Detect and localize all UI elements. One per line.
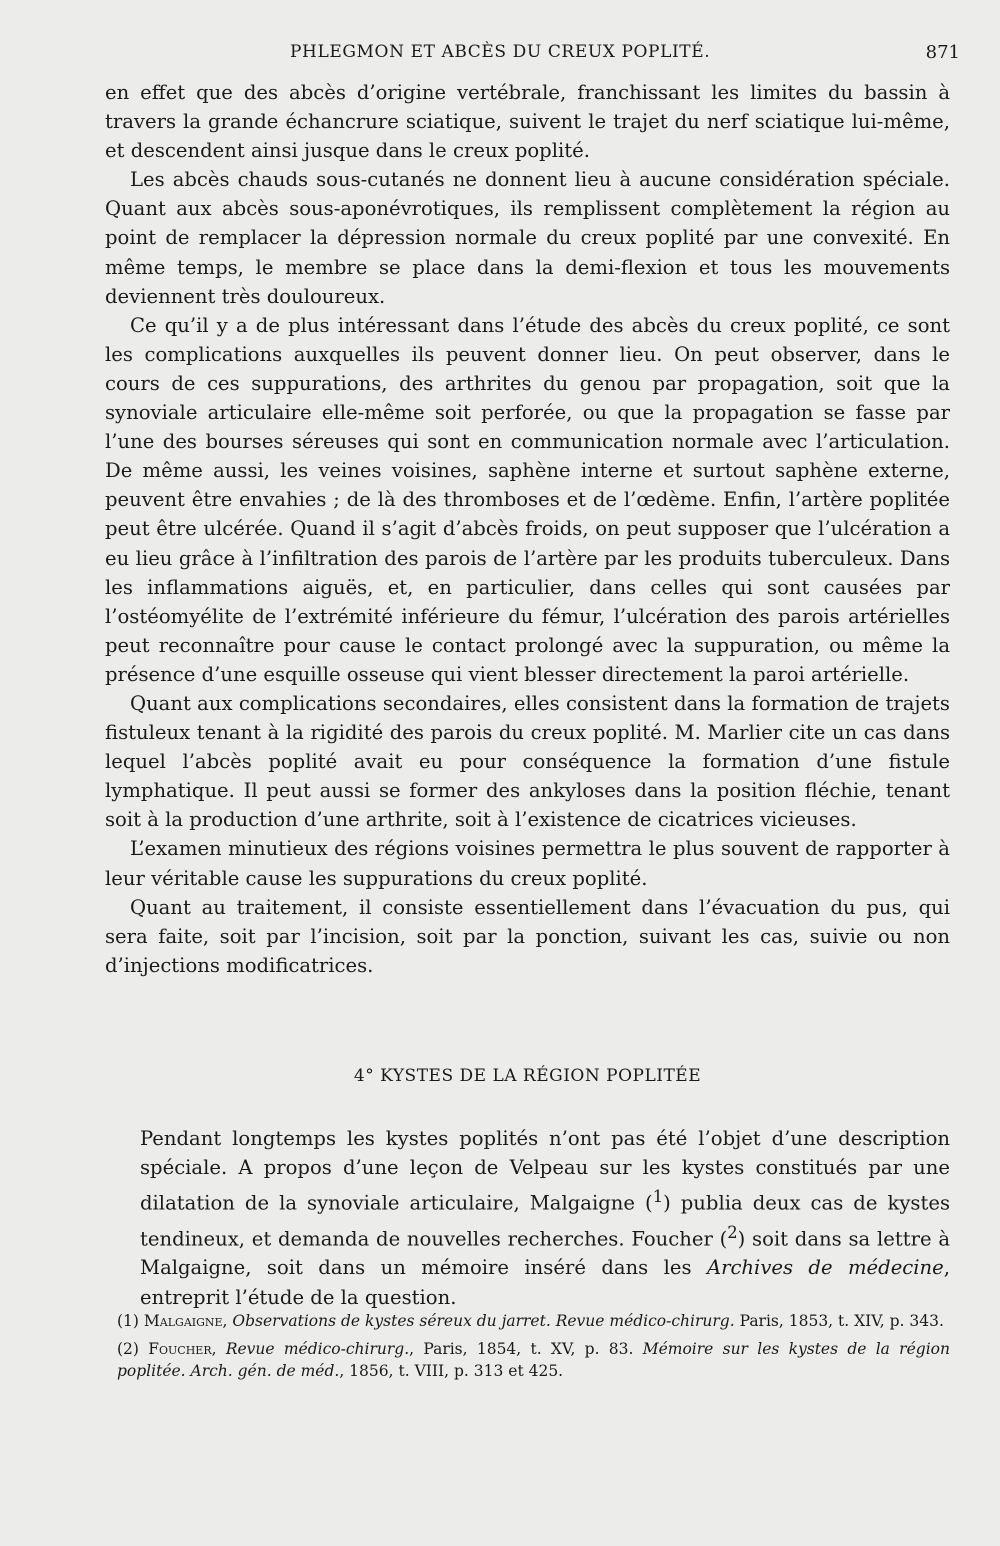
paragraph-cysts-history xyxy=(140,1124,950,1312)
footnote-1-author: Malgaigne, xyxy=(143,1312,228,1330)
footnote-2-rest2: , 1856, t. VIII, p. 313 et 425. xyxy=(339,1362,564,1380)
footnote-2-title: Revue médico-chirurg. xyxy=(225,1340,410,1358)
cysts-text-d: , entreprit l’étude de la question. xyxy=(140,1256,950,1309)
running-head xyxy=(100,42,960,72)
footnote-1-marker: (1) xyxy=(117,1312,139,1330)
footnote-2 xyxy=(117,1338,950,1382)
cysts-text-b: ) publia deux cas de kystes tendineux, et demanda de nouvelles recherches. Foucher ( xyxy=(140,1191,950,1251)
footnote-1 xyxy=(117,1310,950,1332)
cysts-text-c: ) soit dans sa lettre à Malgaigne, soit dans un mémoire inséré dans les xyxy=(140,1227,951,1280)
footnotes xyxy=(117,1310,950,1388)
paragraph-subcutaneous-abscesses: Les abcès chauds sous-cutanés ne donnent lieu à aucune considération spéciale. Quant aux abcès sous-aponévrotiques, ils remplissent complètement la région au point de remplacer la dépression normale du creux poplité par une convexité. En même temps, le membre se place dans la demi-flexion et tous les mouvements deviennent très douloureux. xyxy=(105,168,950,308)
body-text xyxy=(105,78,950,980)
footnote-ref-2: 2 xyxy=(727,1222,738,1242)
footnote-2-title2: Mémoire sur les kystes de la région poplitée. Arch. gén. de méd. xyxy=(117,1340,950,1380)
footnote-ref-1: 1 xyxy=(652,1187,664,1207)
paragraph-continuation: en effet que des abcès d’origine vertébrale, franchissant les limites du bassin à travers la grande échancrure sciatique, suivent le trajet du nerf sciatique lui-même, et descendent ainsi jusque dans le creux poplité. xyxy=(105,81,950,163)
paragraph-secondary-complications: Quant aux complications secondaires, elles consistent dans la formation de trajets fistuleux tenant à la rigidité des parois du creux poplité. M. Marlier cite un cas dans lequel l’abcès poplité avait eu pour conséquence la formation d’une fistule lymphatique. Il peut aussi se former des ankyloses dans la position fléchie, tenant soit à la production d’une arthrite, soit à l’existence de cicatrices vicieuses. xyxy=(105,691,950,832)
paragraph-complications: Ce qu’il y a de plus intéressant dans l’étude des abcès du creux poplité, ce sont les complications auxquelles ils peuvent donner lieu. On peut observer, dans le cours de ces suppurations, des arthrites du genou par propagation, soit que la synoviale articulaire elle-même soit perforée, ou que la propagation se fasse par l’une des bourses séreuses qui sont en communication normale avec l’articulation. De même aussi, les veines voisines, saphène interne et surtout saphène externe, peuvent être envahies ; de là des thromboses et de l’œdème. Enfin, l’artère poplitée peut être ulcérée. Quand il s’agit d’abcès froids, on peut supposer que l’ulcération a eu lieu grâce à l’infiltration des parois de l’artère par les produits tuberculeux. Dans les inflammations aiguës, et, en particulier, dans celles qui sont causées par l’ostéomyélite de l’extrémité inférieure du fémur, l’ulcération des parois artérielles peut reconnaître pour cause le contact prolongé avec la suppuration, ou même la présence d’une esquille osseuse qui vient blesser directement la paroi artérielle. xyxy=(105,313,950,686)
cysts-text-a: Pendant longtemps les kystes poplités n’ont pas été l’objet d’une description spéciale. A propos d’une leçon de Velpeau sur les kystes constitués par une dilatation de la synoviale articulaire, Malgaigne ( xyxy=(140,1127,950,1215)
paragraph-examination: L’examen minutieux des régions voisines permettra le plus souvent de rapporter à leur véritable cause les suppurations du creux poplité. xyxy=(105,837,950,890)
footnote-2-author: Foucher, xyxy=(148,1340,217,1358)
section-text xyxy=(140,1124,950,1312)
journal-title: Archives de médecine xyxy=(706,1256,944,1280)
section-heading: 4° KYSTES DE LA RÉGION POPLITÉE xyxy=(353,1066,702,1086)
footnote-1-rest: Paris, 1853, t. XIV, p. 343. xyxy=(734,1312,944,1330)
footnote-2-rest: , Paris, 1854, t. XV, p. 83. xyxy=(409,1340,643,1358)
footnote-1-title: Observations de kystes séreux du jarret. Revue médico-chirurg. xyxy=(232,1312,735,1330)
running-title: PHLEGMON ET ABCÈS DU CREUX POPLITÉ. xyxy=(290,42,711,62)
footnote-2-marker: (2) xyxy=(117,1340,139,1358)
page-number: 871 xyxy=(925,42,960,63)
paragraph-treatment: Quant au traitement, il consiste essentiellement dans l’évacuation du pus, qui sera faite, soit par l’incision, soit par la ponction, suivant les cas, suivie ou non d’injections modificatrices. xyxy=(105,895,950,977)
